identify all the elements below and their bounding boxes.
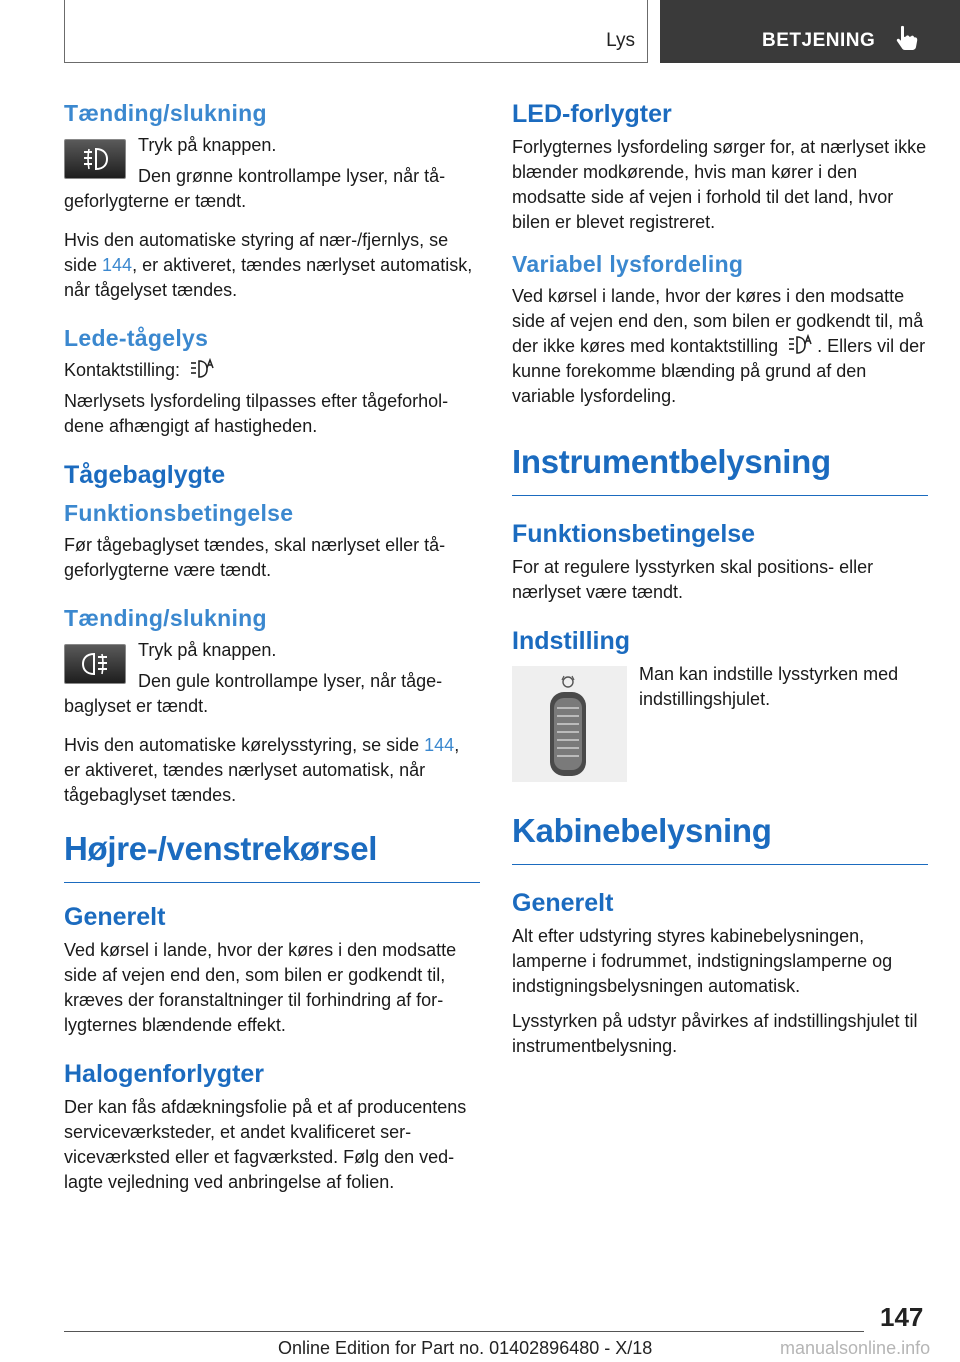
body-text: Man kan indstille lysstyrken med indstillingshjulet. xyxy=(639,664,899,709)
front-fog-on-off-section xyxy=(64,100,480,303)
hand-pointer-icon xyxy=(894,24,920,52)
left-column xyxy=(64,100,480,1217)
section-heading: Generelt xyxy=(512,889,614,917)
chapter-tab[interactable] xyxy=(660,0,960,63)
section-heading: Halogenforlygter xyxy=(64,1060,265,1088)
section-heading: Tænding/slukning xyxy=(64,100,267,126)
general-section xyxy=(64,903,480,1038)
header-section-box xyxy=(64,0,648,63)
front-fog-light-icon xyxy=(80,146,110,172)
cabin-general-section xyxy=(512,889,928,1059)
cabin-lighting-chapter xyxy=(512,812,928,865)
body-text: Ved kørsel i lande, hvor der køres i den modsatte side af vejen end den, som bilen er godkendt til, må der ikke køres med kontaktstilling . Ellers vil der kunne forekomme blænding på grund af den variable lysfordeling. xyxy=(512,286,926,406)
instrument-lighting-chapter xyxy=(512,443,928,496)
instruction-text: Tryk på knappen. xyxy=(138,135,277,155)
adjustment-section xyxy=(512,627,928,790)
page-number: 147 xyxy=(880,1302,924,1332)
auto-light-icon xyxy=(787,334,813,356)
section-title: Lys xyxy=(606,30,635,51)
body-text: Hvis den automatiske styring af nær-/fjernlys, se side 144, er aktiveret, tændes nærlyset automatisk, når tågelyset tændes. xyxy=(64,230,473,300)
led-headlights-section xyxy=(512,100,928,235)
rear-fog-on-off-section xyxy=(64,605,480,808)
front-fog-light-button-image xyxy=(64,139,126,179)
chapter-heading: Instrumentbelysning xyxy=(512,443,928,496)
page-link[interactable]: 144 xyxy=(102,255,133,275)
rear-fog-heading-block xyxy=(64,461,480,490)
page-link[interactable]: 144 xyxy=(424,735,455,755)
body-text: Nærlysets lysfordeling tilpasses efter tågeforholdene afhængigt af hastigheden. xyxy=(64,391,449,436)
dimmer-wheel-image xyxy=(512,666,627,782)
right-column xyxy=(512,100,928,1081)
rear-fog-condition-section xyxy=(64,500,480,583)
section-heading: Funktionsbetingelse xyxy=(512,520,756,548)
body-text: Før tågebaglyset tændes, skal nærlyset eller tågeforlygterne være tændt. xyxy=(64,535,446,580)
body-text: Hvis den automatiske kørelysstyring, se side 144, er aktiveret, tændes nærlyset automatisk, når tågebaglyset tændes. xyxy=(64,735,460,805)
chapter-title: BETJENING xyxy=(762,30,876,51)
body-text: Den grønne kontrollampe lyser, når tågeforlygterne er tændt. xyxy=(64,166,446,211)
body-text: Den gule kontrollampe lyser, når tågebaglyset er tændt. xyxy=(64,671,443,716)
instrument-condition-section xyxy=(512,520,928,605)
section-heading: LED-forlygter xyxy=(512,100,672,128)
watermark: manualsonline.info xyxy=(780,1338,931,1358)
section-heading: Tågebaglygte xyxy=(64,461,226,489)
instruction-text: Tryk på knappen. xyxy=(138,640,277,660)
section-heading: Tænding/slukning xyxy=(64,605,267,631)
body-text: Ved kørsel i lande, hvor der køres i den modsatte side af vejen end den, som bilen er godkendt til, kræves der foranstaltninger til forhindring af forlygternes blændende effekt. xyxy=(64,940,457,1035)
body-text: Kontaktstilling: xyxy=(64,358,480,383)
rear-fog-light-icon xyxy=(80,651,110,677)
variable-distribution-section xyxy=(512,251,928,409)
section-heading: Funktionsbetingelse xyxy=(64,500,294,526)
body-text: Lysstyrken på udstyr påvirkes af indstillingshjulet til instrumentbelysning. xyxy=(512,1011,918,1056)
footer-divider xyxy=(64,1331,864,1332)
section-heading: Variabel lysfordeling xyxy=(512,251,744,277)
left-right-driving-chapter xyxy=(64,830,480,883)
halogen-section xyxy=(64,1060,480,1195)
body-text: Forlygternes lysfordeling sørger for, at nærlyset ikke blænder modkørende, hvis man kører i den modsatte side af vejen i forhold til det land, hvor bilen er blevet registreret. xyxy=(512,137,927,232)
body-text: Alt efter udstyring styres kabinebelysningen, lamperne i fodrummet, indstigningslamperne og indstigningsbelysningen automatisk. xyxy=(512,926,893,996)
dimmer-wheel-icon xyxy=(512,666,627,782)
chapter-heading: Højre-/venstrekørsel xyxy=(64,830,480,883)
body-text: Der kan fås afdækningsfolie på et af producentens serviceværksteder, et andet kvalificeret serviceværksted eller et fagværksted. Følg den vedlagte vejledning ved anbringelse af folien. xyxy=(64,1097,467,1192)
guide-fog-section xyxy=(64,325,480,439)
section-heading: Lede-tågelys xyxy=(64,325,209,351)
chapter-heading: Kabinebelysning xyxy=(512,812,928,865)
rear-fog-light-button-image xyxy=(64,644,126,684)
section-heading: Generelt xyxy=(64,903,166,931)
section-heading: Indstilling xyxy=(512,627,631,655)
footer-edition-text: Online Edition for Part no. 01402896480 - X/18 xyxy=(278,1338,653,1358)
auto-light-icon xyxy=(189,358,215,380)
body-text: For at regulere lysstyrken skal positions- eller nærlyset være tændt. xyxy=(512,557,874,602)
